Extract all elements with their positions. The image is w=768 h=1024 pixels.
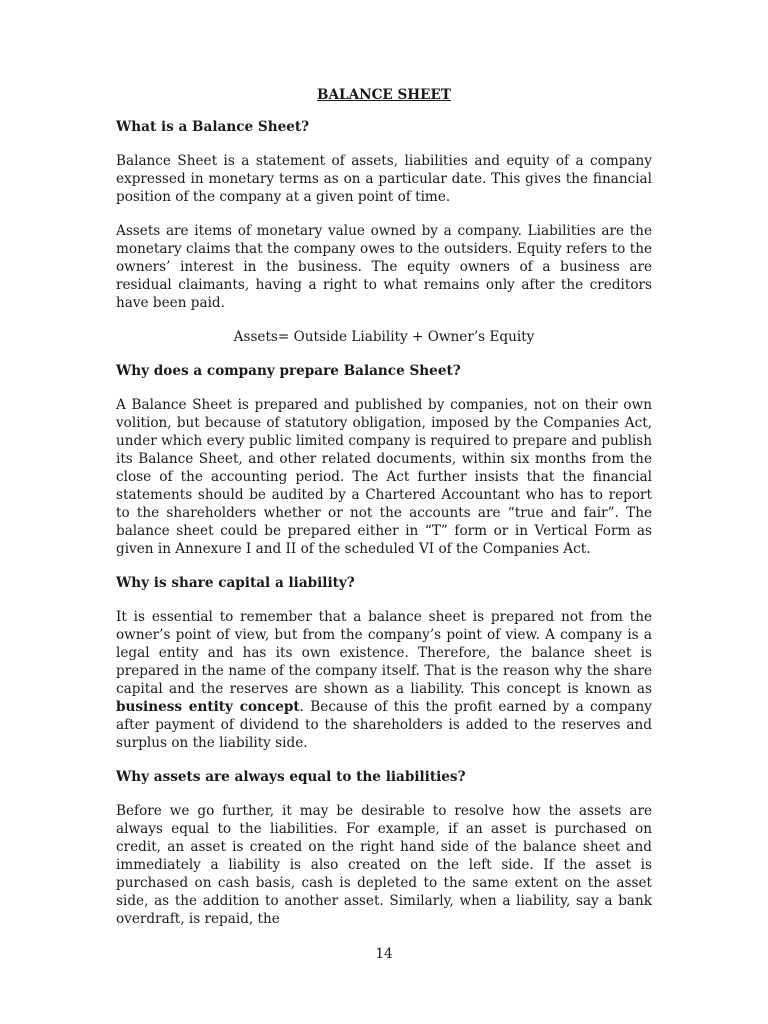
share-capital-text-after: . Because of this the profit earned by a company after payment of dividend to the shareholders is added to the reserves and surplus on the liability side. (116, 699, 652, 751)
business-entity-concept-term: business entity concept (116, 699, 300, 715)
section-heading-what-is: What is a Balance Sheet? (116, 119, 310, 135)
document-page (116, 86, 652, 944)
section-heading-assets-equal: Why assets are always equal to the liabilities? (116, 769, 466, 785)
paragraph-definition: Balance Sheet is a statement of assets, liabilities and equity of a company expressed in monetary terms as on a particular date. This gives the financial position of the company at a given point of time. (116, 153, 652, 205)
page-number: 14 (375, 946, 393, 962)
paragraph-statutory-obligation: A Balance Sheet is prepared and published by companies, not on their own volition, but because of statutory obligation, imposed by the Companies Act, under which every public limited company is required to prepare and publish its Balance Sheet, and other related documents, within six months from the close of the accounting period. The Act further insists that the financial statements should be audited by a Chartered Accountant who has to report to the shareholders whether or not the accounts are “true and fair”. The balance sheet could be prepared either in “T” form or in Vertical Form as given in Annexure I and II of the scheduled VI of the Companies Act. (116, 397, 652, 557)
section-heading-why-prepare: Why does a company prepare Balance Sheet? (116, 363, 461, 379)
paragraph-share-capital (116, 608, 652, 752)
paragraph-assets-liabilities: Assets are items of monetary value owned by a company. Liabilities are the monetary claims that the company owes to the outsiders. Equity refers to the owners’ interest in the business. The equity owners of a business are residual claimants, having a right to what remains only after the creditors have been paid. (116, 223, 652, 311)
document-title: BALANCE SHEET (317, 87, 451, 103)
section-heading-share-capital: Why is share capital a liability? (116, 575, 355, 591)
accounting-equation: Assets= Outside Liability + Owner’s Equity (233, 329, 535, 345)
share-capital-text-before: It is essential to remember that a balance sheet is prepared not from the owner’s point of view, but from the company’s point of view. A company is a legal entity and has its own existence. Therefore, the balance sheet is prepared in the name of the company itself. That is the reason why the share capital and the reserves are shown as a liability. This concept is known as (116, 609, 652, 697)
paragraph-assets-equal: Before we go further, it may be desirable to resolve how the assets are always equal to the liabilities. For example, if an asset is purchased on credit, an asset is created on the right hand side of the balance sheet and immediately a liability is also created on the left side. If the asset is purchased on cash basis, cash is depleted to the same extent on the asset side, as the addition to another asset. Similarly, when a liability, say a bank overdraft, is repaid, the (116, 803, 652, 927)
